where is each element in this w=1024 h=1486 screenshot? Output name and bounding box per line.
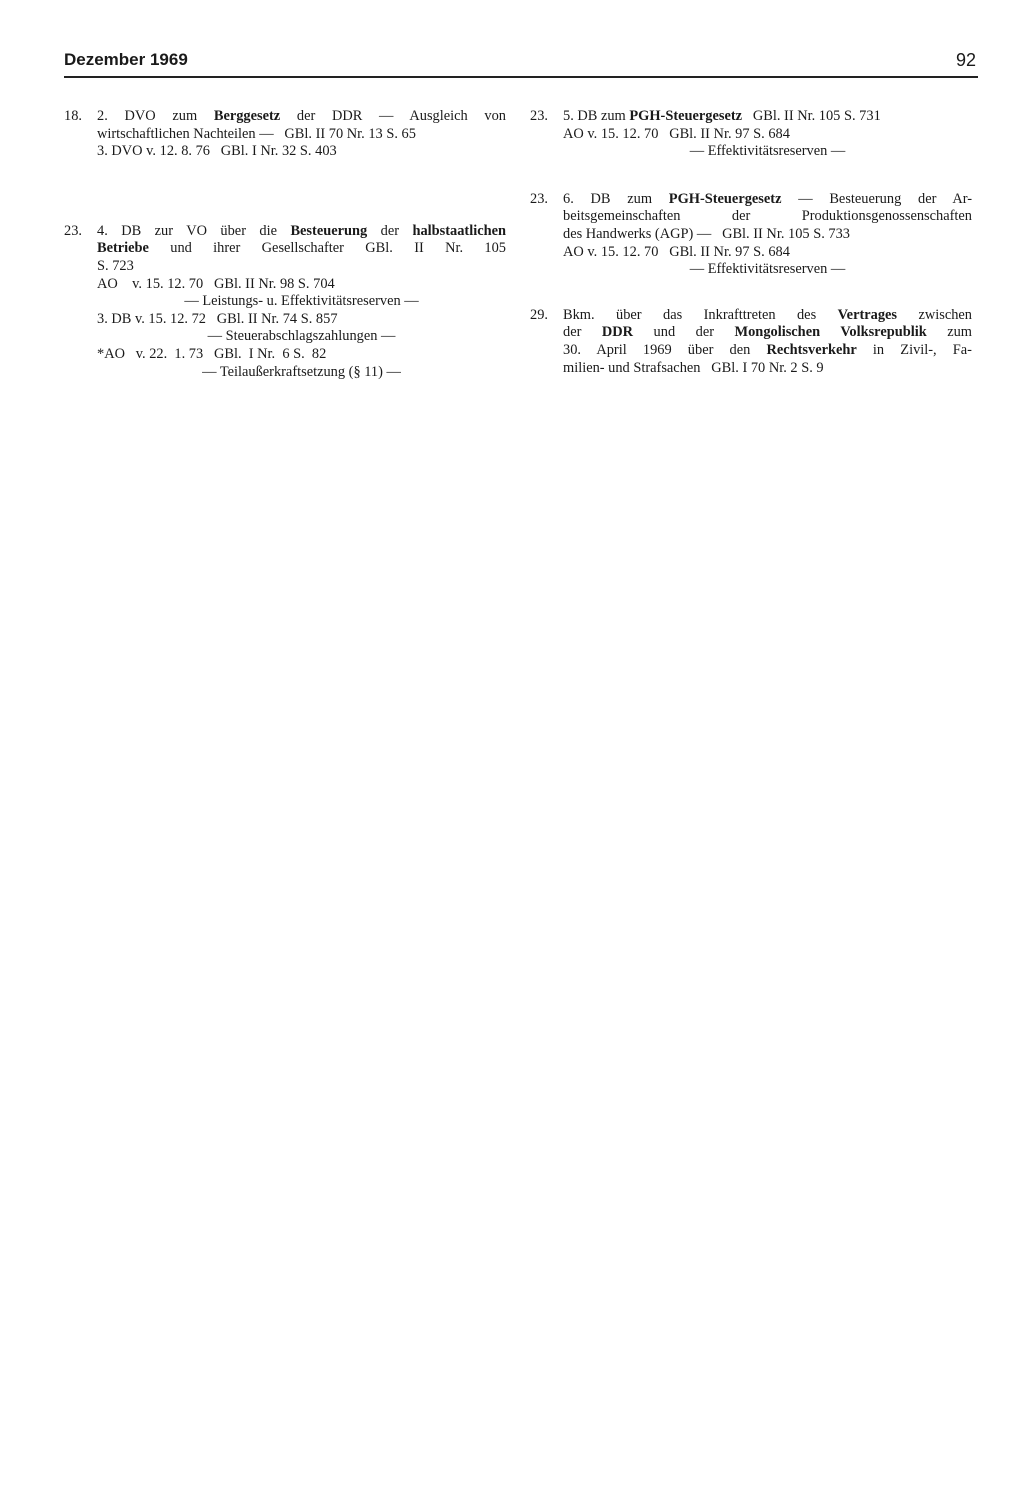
entry-line bbox=[563, 261, 972, 279]
entry-line bbox=[563, 307, 972, 325]
bold-keyword: DDR bbox=[601, 324, 634, 341]
entry-text: — Effektivitätsreserven — bbox=[689, 261, 846, 278]
entry-text: zwischen bbox=[897, 306, 972, 323]
entry-text: — Leistungs- u. Effektivitätsreserven — bbox=[184, 293, 419, 310]
entry-line bbox=[97, 328, 506, 346]
entry-line bbox=[563, 143, 972, 161]
entry-text: 5. DB zum bbox=[563, 108, 630, 124]
register-entry bbox=[530, 108, 972, 161]
page-number: 92 bbox=[955, 50, 976, 70]
entry-line bbox=[97, 240, 506, 258]
entry-text: — Effektivitätsreserven — bbox=[689, 143, 846, 160]
entry-text: 2. DVO zum bbox=[97, 108, 214, 124]
bold-keyword: halbstaatlichen bbox=[412, 222, 506, 239]
entry-text: 6. DB zum bbox=[563, 190, 669, 207]
right-column bbox=[530, 108, 972, 377]
entry-number: 18. bbox=[64, 108, 82, 124]
entry-line bbox=[97, 223, 506, 241]
entry-text: — Teilaußerkraftsetzung (§ 11) — bbox=[202, 363, 401, 380]
entry-line bbox=[97, 311, 506, 329]
entry-number: 23. bbox=[530, 190, 548, 207]
register-entry bbox=[64, 108, 506, 161]
entry-text: 3. DVO v. 12. 8. 76 GBl. I Nr. 32 S. 403 bbox=[97, 143, 337, 160]
entry-line bbox=[563, 126, 972, 144]
entry-line bbox=[563, 191, 972, 209]
entry-text: S. 723 bbox=[97, 257, 134, 274]
bold-keyword: Vertrages bbox=[837, 306, 898, 323]
entry-text: AO v. 15. 12. 70 GBl. II Nr. 97 S. 684 bbox=[563, 125, 790, 142]
entry-text: 30. April 1969 über den bbox=[563, 341, 767, 358]
entry-text: AO v. 15. 12. 70 GBl. II Nr. 98 S. 704 bbox=[97, 275, 335, 292]
entry-text: des Handwerks (AGP) — GBl. II Nr. 105 S. 733 bbox=[563, 225, 850, 242]
entry-line bbox=[563, 226, 972, 244]
entry-line bbox=[97, 108, 506, 126]
entry-line bbox=[563, 324, 972, 342]
bold-keyword: Besteuerung bbox=[290, 222, 368, 239]
bold-keyword: Mongolischen Volksrepublik bbox=[734, 324, 927, 341]
entry-number: 23. bbox=[64, 222, 82, 239]
entry-line bbox=[97, 346, 506, 364]
entry-line bbox=[97, 364, 506, 382]
entry-text: AO v. 15. 12. 70 GBl. II Nr. 97 S. 684 bbox=[563, 243, 790, 260]
entry-text: *AO v. 22. 1. 73 GBl. I Nr. 6 S. 82 bbox=[97, 345, 327, 362]
left-column bbox=[64, 108, 506, 381]
bold-keyword: Betriebe bbox=[97, 240, 149, 257]
entry-line bbox=[563, 244, 972, 262]
entry-text: und ihrer Gesellschafter GBl. II Nr. 105 bbox=[148, 240, 506, 257]
entry-line bbox=[97, 276, 506, 294]
header-date: Dezember 1969 bbox=[64, 50, 188, 69]
entry-text: in Zivil-, Fa- bbox=[856, 341, 972, 358]
entry-text: beitsgemeinschaften der Produktionsgenossenschaften bbox=[563, 208, 972, 225]
entry-text: der DDR — Ausgleich von bbox=[280, 108, 506, 124]
page-header bbox=[64, 48, 978, 78]
entry-text: GBl. II Nr. 105 S. 731 bbox=[742, 108, 881, 124]
bold-keyword: Berggesetz bbox=[213, 108, 281, 124]
bold-keyword: PGH-Steuergesetz bbox=[629, 108, 743, 124]
register-entry bbox=[530, 191, 972, 279]
entry-text: Bkm. über das Inkrafttreten des bbox=[563, 306, 838, 323]
entry-text: und der bbox=[633, 324, 735, 341]
entry-number: 29. bbox=[530, 306, 548, 323]
entry-line bbox=[563, 208, 972, 226]
entry-text: milien- und Strafsachen GBl. I 70 Nr. 2 S. 9 bbox=[563, 359, 824, 376]
bold-keyword: PGH-Steuergesetz bbox=[668, 190, 782, 207]
register-entry bbox=[64, 223, 506, 381]
entry-line bbox=[563, 342, 972, 360]
entry-text: wirtschaftlichen Nachteilen — GBl. II 70 Nr. 13 S. 65 bbox=[97, 125, 416, 142]
register-entry bbox=[530, 307, 972, 377]
entry-text: der bbox=[367, 222, 413, 239]
entry-line bbox=[563, 108, 972, 126]
entry-text: der bbox=[563, 324, 602, 341]
entry-text: — Besteuerung der Ar- bbox=[781, 190, 973, 207]
entry-text: zum bbox=[926, 324, 972, 341]
bold-keyword: Rechtsverkehr bbox=[766, 341, 857, 358]
entry-line bbox=[563, 360, 972, 378]
entry-line bbox=[97, 143, 506, 161]
entry-number: 23. bbox=[530, 108, 548, 124]
entry-line bbox=[97, 126, 506, 144]
entry-text: 3. DB v. 15. 12. 72 GBl. II Nr. 74 S. 857 bbox=[97, 310, 338, 327]
entry-text: 4. DB zur VO über die bbox=[97, 222, 291, 239]
entry-text: — Steuerabschlagszahlungen — bbox=[207, 328, 396, 345]
entry-line bbox=[97, 258, 506, 276]
entry-line bbox=[97, 293, 506, 311]
